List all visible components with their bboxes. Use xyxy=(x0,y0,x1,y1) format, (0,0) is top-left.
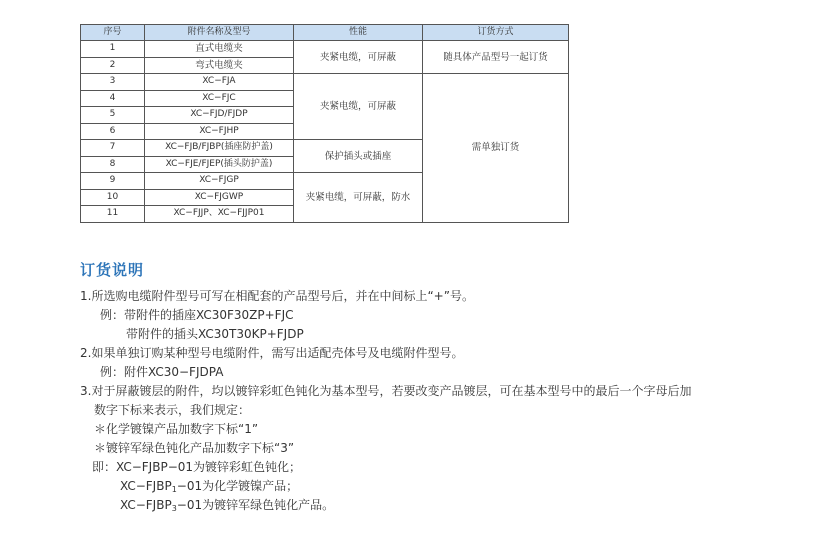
cell-model: XC−FJJP、XC−FJJP01 xyxy=(145,206,294,223)
cell-model: XC−FJGP xyxy=(145,173,294,190)
cell-serial: 9 xyxy=(81,173,145,190)
table-row xyxy=(81,41,569,58)
example-rainbow: 即：XC−FJBP−01为镀锌彩虹色钝化； xyxy=(92,460,302,474)
subscript-1: 1 xyxy=(171,485,177,494)
cell-performance: 夹紧电缆，可屏蔽 xyxy=(294,74,423,140)
cell-order-method: 需单独订货 xyxy=(423,74,569,223)
example-green-desc: −01为镀锌军绿色钝化产品。 xyxy=(176,498,335,512)
cell-model: 弯式电缆夹 xyxy=(145,57,294,74)
cell-performance: 保护插头或插座 xyxy=(294,140,423,173)
example-nickel xyxy=(80,477,780,496)
cell-model: XC−FJE/FJEP(插头防护盖) xyxy=(145,156,294,173)
header-name-model: 附件名称及型号 xyxy=(145,25,294,41)
table-row xyxy=(81,74,569,91)
cell-performance: 夹紧电缆，可屏蔽 xyxy=(294,41,423,74)
note-3-continued: 数字下标来表示，我们规定： xyxy=(94,403,251,417)
cell-serial: 1 xyxy=(81,41,145,58)
order-notes xyxy=(80,287,780,515)
cell-model: XC−FJB/FJBP(插座防护盖) xyxy=(145,140,294,157)
note-1: 1.所选购电缆附件型号可写在相配套的产品型号后，并在中间标上“+”号。 xyxy=(80,289,474,303)
cell-model: 直式电缆夹 xyxy=(145,41,294,58)
cell-model: XC−FJD/FJDP xyxy=(145,107,294,124)
cell-serial: 11 xyxy=(81,206,145,223)
note-2: 2.如果单独订购某种型号电缆附件，需写出适配壳体号及电缆附件型号。 xyxy=(80,346,464,360)
bullet-green-zinc: ＊镀锌军绿色钝化产品加数字下标“3” xyxy=(94,441,295,455)
example-nickel-desc: −01为化学镀镍产品； xyxy=(176,479,299,493)
cell-model: XC−FJHP xyxy=(145,123,294,140)
cell-serial: 8 xyxy=(81,156,145,173)
cell-model: XC−FJC xyxy=(145,90,294,107)
header-performance: 性能 xyxy=(294,25,423,41)
bullet-nickel: ＊化学镀镍产品加数字下标“1” xyxy=(94,422,259,436)
cell-serial: 4 xyxy=(81,90,145,107)
cell-model: XC−FJGWP xyxy=(145,189,294,206)
cell-serial: 6 xyxy=(81,123,145,140)
subscript-3: 3 xyxy=(171,504,177,513)
note-2-example: 例：附件XC30−FJDPA xyxy=(100,365,224,379)
cell-serial: 3 xyxy=(81,74,145,91)
cell-model: XC−FJA xyxy=(145,74,294,91)
cell-serial: 7 xyxy=(81,140,145,157)
header-serial: 序号 xyxy=(81,25,145,41)
cell-serial: 10 xyxy=(81,189,145,206)
note-1-example-1: 例：带附件的插座XC30F30ZP+FJC xyxy=(100,308,294,322)
header-order-method: 订货方式 xyxy=(423,25,569,41)
cell-serial: 2 xyxy=(81,57,145,74)
cell-order-method: 随具体产品型号一起订货 xyxy=(423,41,569,74)
example-green-model: XC−FJBP xyxy=(120,498,172,512)
example-nickel-model: XC−FJBP xyxy=(120,479,172,493)
note-1-example-2: 带附件的插头XC30T30KP+FJDP xyxy=(126,327,304,341)
table-header-row xyxy=(81,25,569,41)
cell-serial: 5 xyxy=(81,107,145,124)
section-title: 订货说明 xyxy=(80,261,145,279)
cell-performance: 夹紧电缆，可屏蔽，防水 xyxy=(294,173,423,223)
example-green xyxy=(80,496,780,515)
accessory-spec-table xyxy=(80,24,569,223)
note-3: 3.对于屏蔽镀层的附件，均以镀锌彩虹色钝化为基本型号，若要改变产品镀层，可在基本型号中的最后一个字母后加 xyxy=(80,384,692,398)
